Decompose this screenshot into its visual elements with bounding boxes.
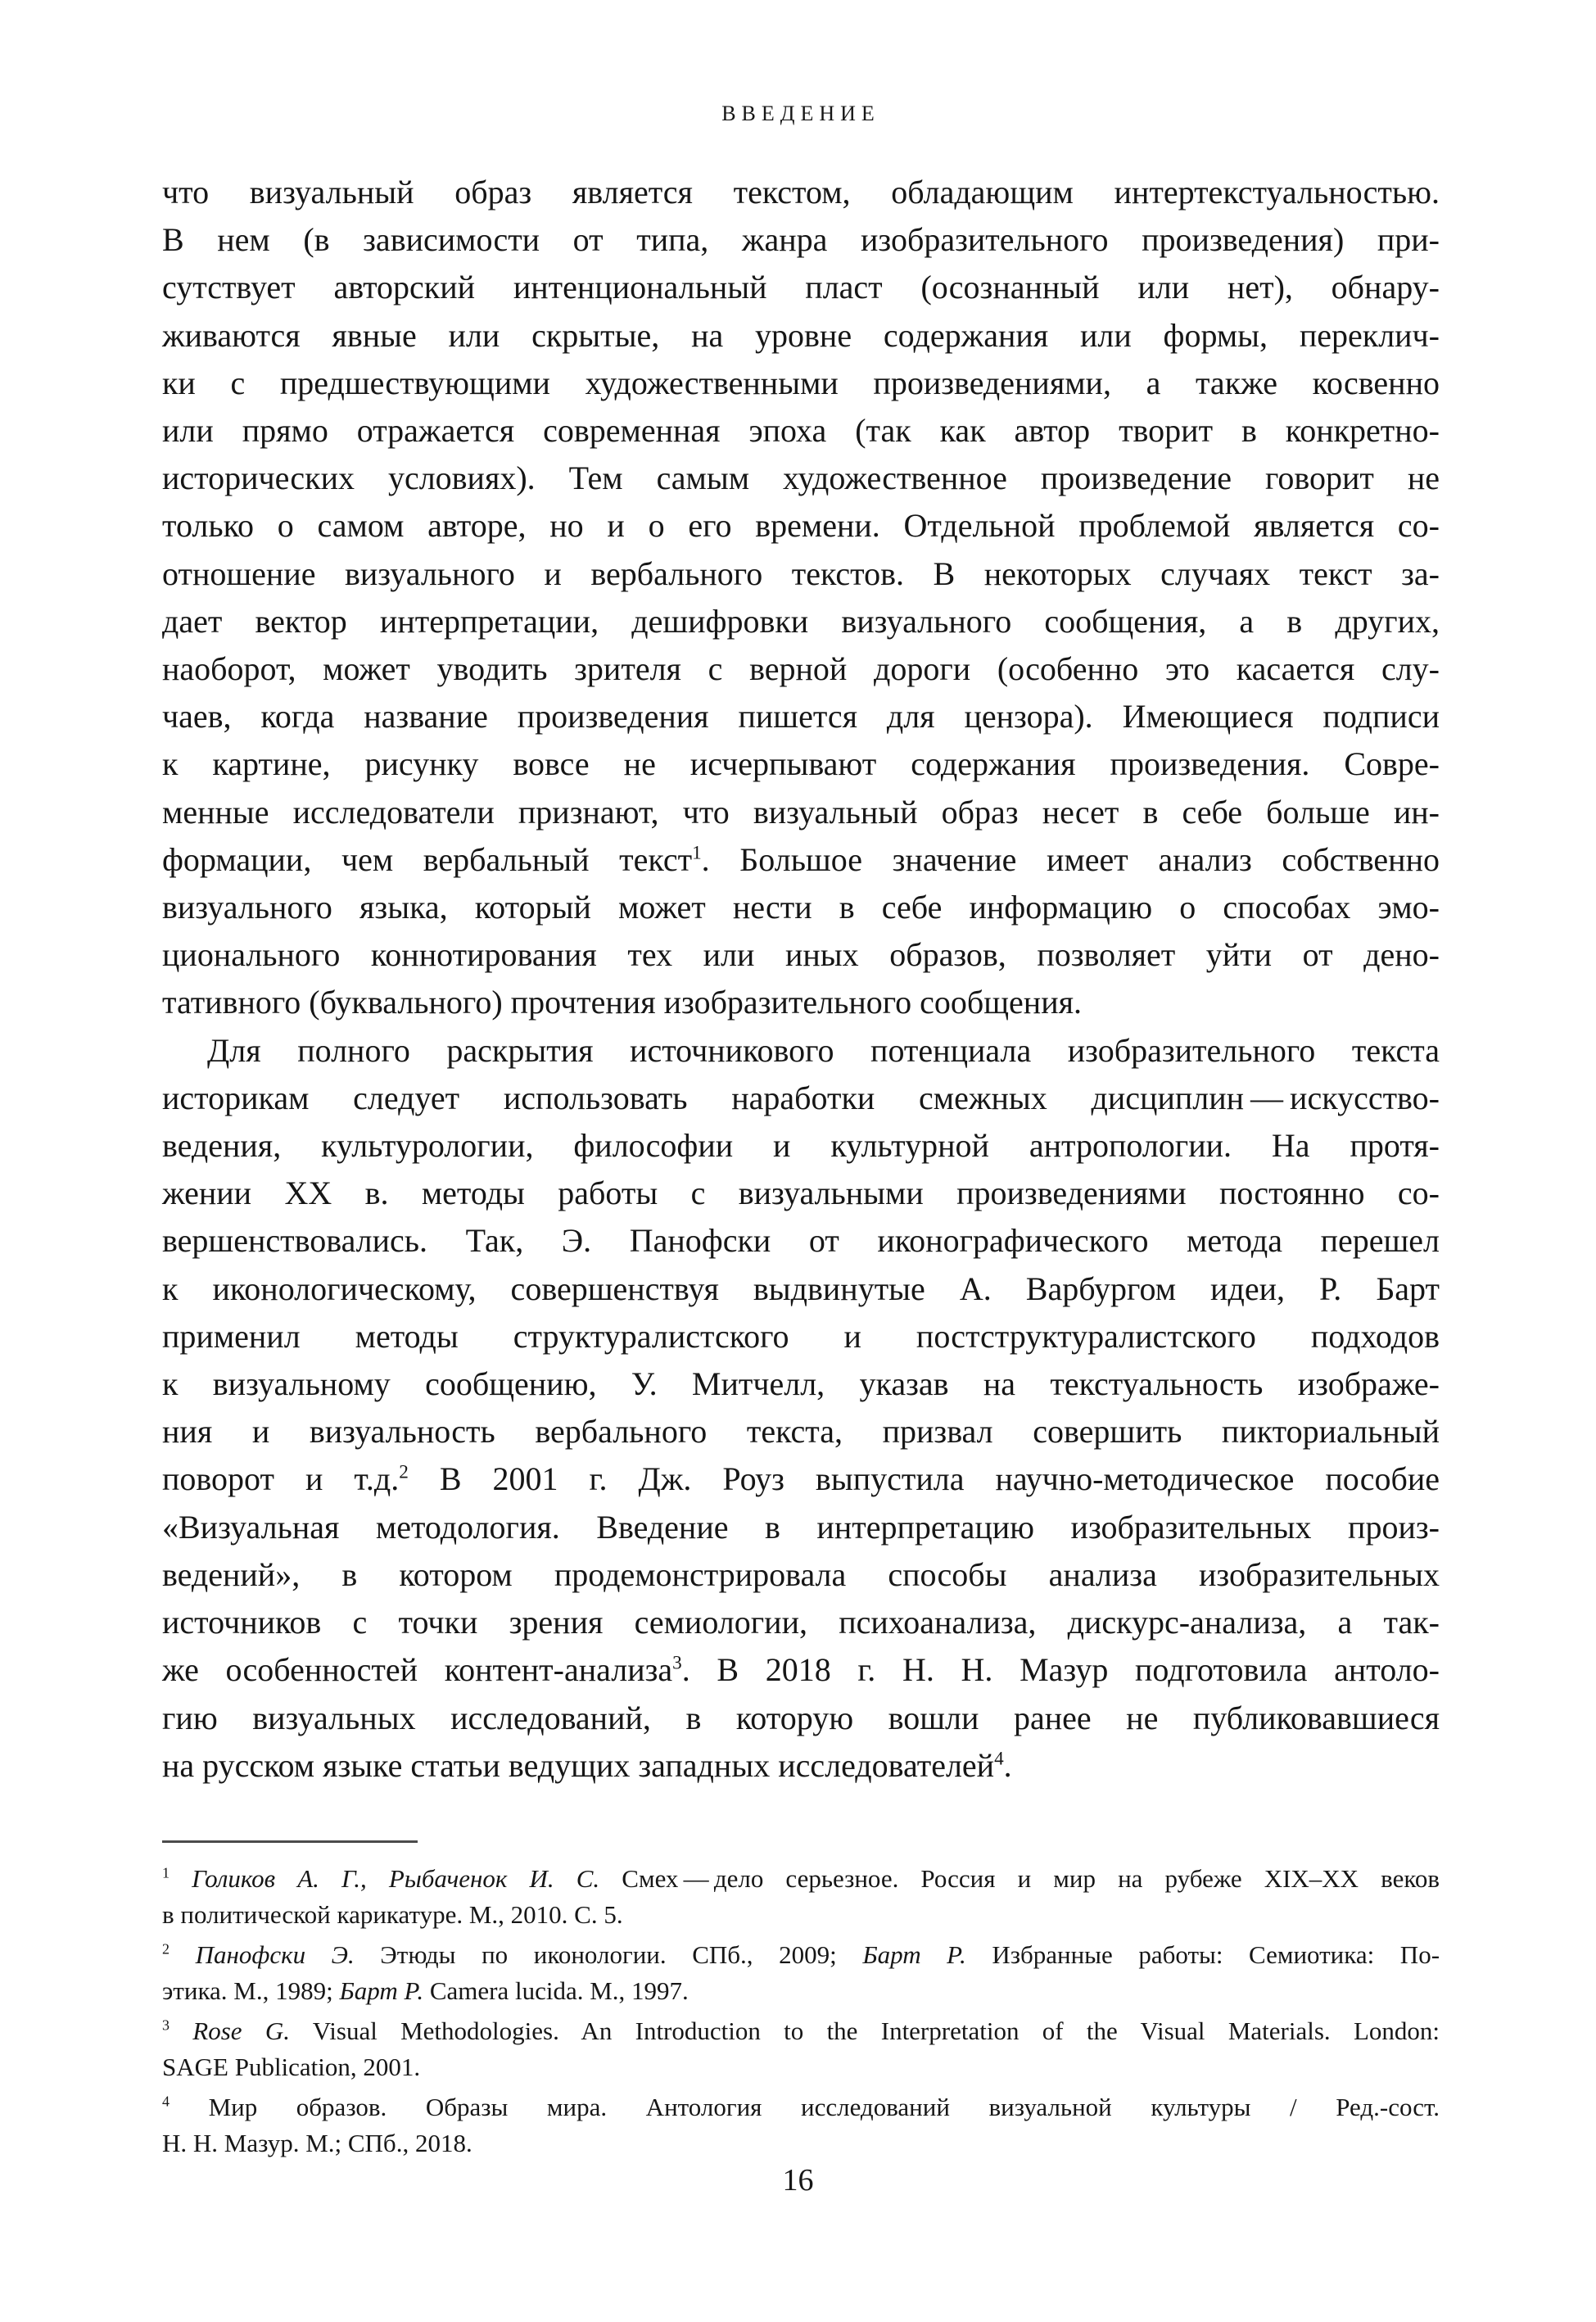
- text-segment: чаев, когда название произведения пишется для цензора). Имеющиеся подписи: [162, 698, 1440, 736]
- footnote-marker: 2: [162, 1940, 170, 1958]
- body-text-line: [162, 312, 1440, 360]
- body-text-line: [162, 931, 1440, 979]
- text-segment: поворот и т.д.: [162, 1460, 400, 1498]
- body-text-line: [162, 1742, 1440, 1790]
- text-segment: визуального языка, который может нести в себе информацию о способах эмо-: [162, 889, 1440, 926]
- body-text-line: [162, 1075, 1440, 1122]
- footnote-marker: 4: [162, 2093, 170, 2110]
- text-segment: .: [1003, 1746, 1012, 1784]
- page-number: 16: [782, 2163, 814, 2198]
- body-text-line: [162, 1408, 1440, 1455]
- text-segment: . Большое значение имеет анализ собственно: [701, 840, 1440, 878]
- body-text-line: [162, 836, 1440, 884]
- body-text-line: [162, 1504, 1440, 1551]
- body-text-line: [162, 407, 1440, 455]
- text-segment: гию визуальных исследований, в которую вошли ранее не публиковавшиеся: [162, 1699, 1440, 1736]
- footnote-marker: 3: [162, 2016, 170, 2034]
- body-text-line: [162, 1027, 1440, 1075]
- text-segment: Мир образов. Образы мира. Антология исследований визуальной культуры / Ред.-сост.: [208, 2093, 1440, 2121]
- text-segment: же особенностей контент-анализа: [162, 1651, 673, 1689]
- text-segment: только о самом авторе, но и о его времени. Отдельной проблемой является со-: [162, 507, 1440, 545]
- body-text-line: [162, 1265, 1440, 1313]
- text-segment: к картине, рисунку вовсе не исчерпывают содержания произведения. Совре-: [162, 745, 1440, 783]
- body-text-line: [162, 789, 1440, 836]
- body-text-line: [162, 979, 1440, 1026]
- body-text-line: [162, 1455, 1440, 1503]
- text-segment: Голиков А. Г., Рыбаченок И. С.: [192, 1864, 600, 1893]
- text-segment: ведения, культурологии, философии и культурной антропологии. На протя-: [162, 1127, 1440, 1165]
- text-segment: живаются явные или скрытые, на уровне содержания или формы, переклич-: [162, 316, 1440, 354]
- footnotes-section: [162, 1861, 1440, 2166]
- footnote: [162, 2013, 1440, 2085]
- footnote-separator-rule: [162, 1840, 418, 1843]
- text-segment: Барт Р.: [339, 1976, 424, 2005]
- text-segment: ведений», в котором продемонстрировала способы анализа изобразительных: [162, 1555, 1440, 1593]
- body-text-line: [162, 1170, 1440, 1217]
- text-segment: ционального коннотирования тех или иных образов, позволяет уйти от дено-: [162, 936, 1440, 974]
- text-segment: ния и визуальность вербального текста, призвал совершить пикториальный: [162, 1413, 1440, 1451]
- text-segment: Избранные работы: Семиотика: По-: [965, 1940, 1440, 1969]
- body-text-line: [162, 1217, 1440, 1265]
- text-segment: Смех — дело серьезное. Россия и мир на рубеже XIX–XX веков: [599, 1864, 1440, 1893]
- footnote-line: [162, 2013, 1440, 2049]
- text-segment: SAGE Publication, 2001.: [162, 2053, 421, 2081]
- body-text-line: [162, 502, 1440, 550]
- footnote: [162, 1937, 1440, 2009]
- text-segment: жении XX в. методы работы с визуальными произведениями постоянно со-: [162, 1175, 1440, 1212]
- text-segment: В 2001 г. Дж. Роуз выпустила научно-методическое пособие: [408, 1460, 1440, 1498]
- body-text-line: [162, 169, 1440, 216]
- body-text-line: [162, 455, 1440, 502]
- text-segment: вершенствовались. Так, Э. Панофски от иконографического метода перешел: [162, 1222, 1440, 1260]
- text-segment: «Визуальная методология. Введение в интерпретацию изобразительных произ-: [162, 1508, 1440, 1546]
- body-text-line: [162, 216, 1440, 264]
- footnote-line: [162, 1937, 1440, 1973]
- body-text-line: [162, 740, 1440, 788]
- body-text-line: [162, 1360, 1440, 1408]
- footnote: [162, 1861, 1440, 1933]
- body-text-line: [162, 884, 1440, 931]
- footnote-ref: 3: [672, 1652, 682, 1674]
- text-segment: В нем (в зависимости от типа, жанра изобразительного произведения) при-: [162, 221, 1440, 259]
- body-text-line: [162, 1313, 1440, 1360]
- text-segment: источников с точки зрения семиологии, психоанализа, дискурс-анализа, а так-: [162, 1604, 1440, 1641]
- text-segment: Панофски Э.: [195, 1940, 355, 1969]
- footnote-line: [162, 2049, 1440, 2085]
- text-segment: формации, чем вербальный текст: [162, 840, 693, 878]
- text-segment: применил методы структуралистского и постструктуралистского подходов: [162, 1317, 1440, 1355]
- text-segment: в политической карикатуре. М., 2010. С. 5.: [162, 1900, 623, 1929]
- body-text-line: [162, 598, 1440, 645]
- body-text-line: [162, 1695, 1440, 1742]
- text-segment: отношение визуального и вербального текстов. В некоторых случаях текст за-: [162, 554, 1440, 592]
- text-segment: на русском языке статьи ведущих западных исследователей: [162, 1746, 995, 1784]
- text-segment: этика. М., 1989;: [162, 1976, 340, 2005]
- footnote-line: [162, 1897, 1440, 1933]
- text-segment: Camera lucida. М., 1997.: [423, 1976, 689, 2005]
- text-segment: сутствует авторский интенциональный пласт (осознанный или нет), обнару-: [162, 269, 1440, 306]
- footnote-line: [162, 1973, 1440, 2009]
- body-text-line: [162, 1646, 1440, 1694]
- text-segment: Для полного раскрытия источникового потенциала изобразительного текста: [207, 1031, 1440, 1069]
- footnote-ref: 1: [692, 842, 702, 864]
- text-segment: Rose G.: [192, 2016, 290, 2045]
- footnote-ref: 2: [399, 1462, 409, 1484]
- text-segment: к иконологическому, совершенствуя выдвинутые А. Варбургом идеи, Р. Барт: [162, 1270, 1440, 1307]
- body-text: [162, 169, 1440, 1790]
- footnote-ref: 4: [994, 1748, 1004, 1770]
- text-segment: Visual Methodologies. An Introduction to the Interpretation of the Visual Materials. London:: [290, 2016, 1440, 2045]
- text-segment: Н. Н. Мазур. М.; СПб., 2018.: [162, 2129, 472, 2157]
- text-segment: Барт Р.: [862, 1940, 966, 1969]
- text-segment: историкам следует использовать наработки смежных дисциплин — искусство-: [162, 1079, 1440, 1116]
- text-segment: исторических условиях). Тем самым художественное произведение говорит не: [162, 459, 1440, 497]
- text-segment: менные исследователи признают, что визуальный образ несет в себе больше ин-: [162, 793, 1440, 831]
- text-segment: ки с предшествующими художественными произведениями, а также косвенно: [162, 364, 1440, 401]
- body-text-line: [162, 360, 1440, 407]
- footnote-marker: 1: [162, 1864, 170, 1881]
- text-segment: к визуальному сообщению, У. Митчелл, указав на текстуальность изображе-: [162, 1365, 1440, 1403]
- footnote: [162, 2089, 1440, 2161]
- footnote-line: [162, 1861, 1440, 1897]
- text-segment: или прямо отражается современная эпоха (так как автор творит в конкретно-: [162, 412, 1440, 450]
- body-text-line: [162, 550, 1440, 598]
- footnote-line: [162, 2089, 1440, 2125]
- running-header: ВВЕДЕНИЕ: [721, 102, 880, 125]
- text-segment: . В 2018 г. Н. Н. Мазур подготовила антоло-: [681, 1651, 1440, 1689]
- body-text-line: [162, 1599, 1440, 1646]
- text-segment: что визуальный образ является текстом, обладающим интертекстуальностью.: [162, 174, 1440, 210]
- text-segment: дает вектор интерпретации, дешифровки визуального сообщения, а в других,: [162, 602, 1440, 640]
- footnote-line: [162, 2125, 1440, 2161]
- body-text-line: [162, 264, 1440, 311]
- text-segment: тативного (буквального) прочтения изобразительного сообщения.: [162, 984, 1083, 1021]
- body-text-line: [162, 1551, 1440, 1599]
- text-segment: Этюды по иконологии. СПб., 2009;: [354, 1940, 863, 1969]
- body-text-line: [162, 1122, 1440, 1170]
- body-text-line: [162, 693, 1440, 740]
- text-segment: наоборот, может уводить зрителя с верной дороги (особенно это касается слу-: [162, 650, 1440, 688]
- body-text-line: [162, 645, 1440, 693]
